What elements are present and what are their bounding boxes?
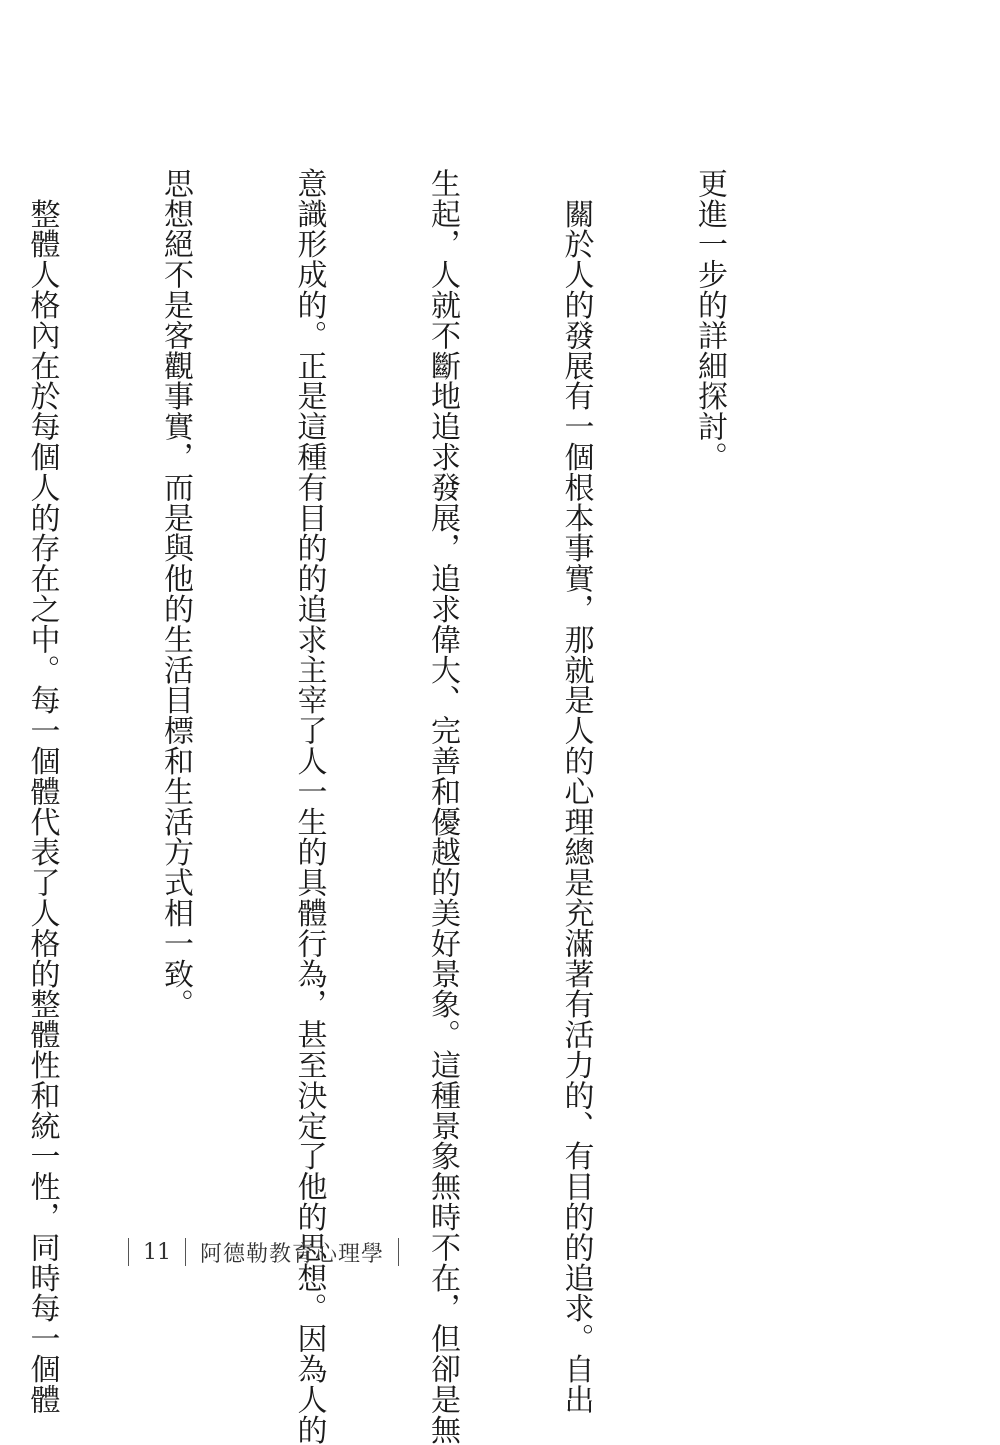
text-line: 整體人格內在於每個人的存在之中。每一個體代表了人格的整體性和統一性，同時每一個體 <box>24 168 60 1415</box>
text-line: 意識形成的。正是這種有目的的追求主宰了人一生的具體行為，甚至決定了他的思想。因為人的 <box>291 168 327 1445</box>
page-number: 11 <box>143 1239 171 1265</box>
footer-divider <box>398 1238 399 1266</box>
text-line: 生起，人就不斷地追求發展，追求偉大、完善和優越的美好景象。這種景象無時不在，但卻是無 <box>425 168 460 1445</box>
text-line: 關於人的發展有一個根本事實，那就是人的心理總是充滿著有活力的、有目的的追求。自出 <box>558 168 594 1415</box>
text-line: 思想絕不是客觀事實，而是與他的生活目標和生活方式相一致。 <box>158 168 193 1020</box>
footer-divider <box>185 1238 186 1266</box>
page-footer <box>128 1232 399 1272</box>
book-title: 阿德勒教育心理學 <box>200 1241 385 1267</box>
footer-divider <box>128 1238 129 1266</box>
text-line: 更進一步的詳細探討。 <box>692 168 727 472</box>
